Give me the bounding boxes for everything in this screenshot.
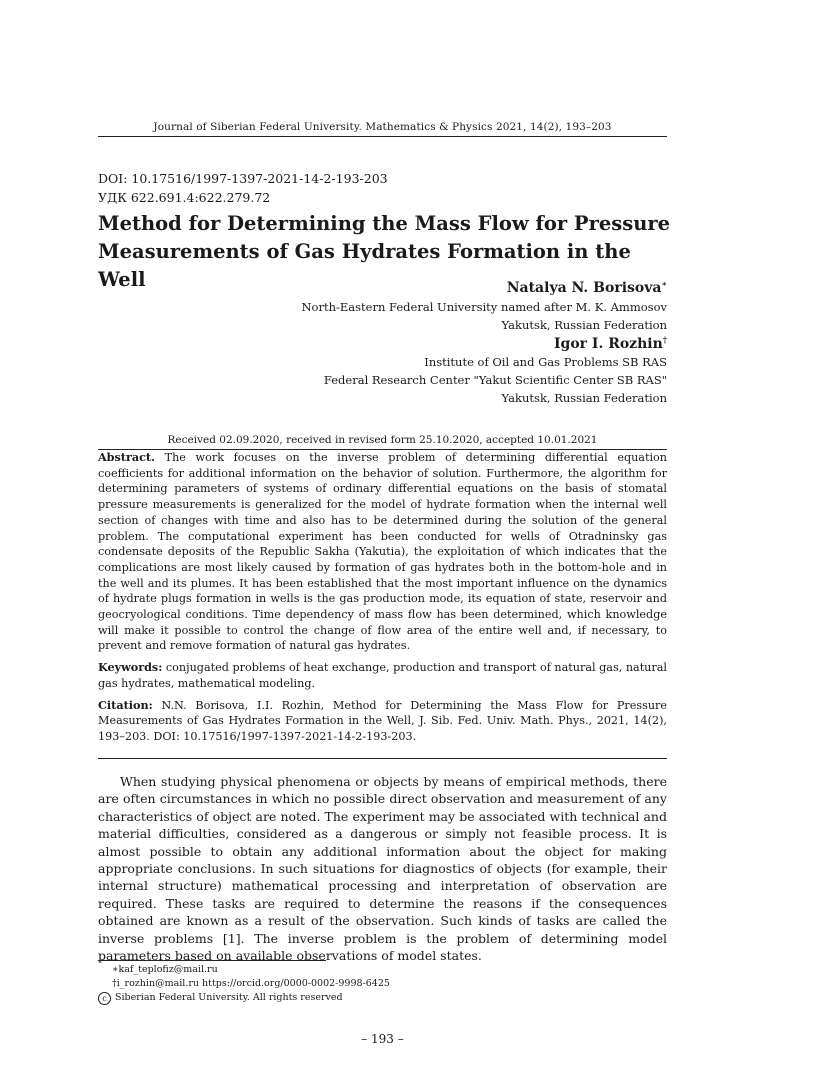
author-2-name-text: Igor I. Rozhin bbox=[553, 336, 663, 352]
udk: УДК 622.691.4:622.279.72 bbox=[98, 190, 271, 205]
author-2-mark: † bbox=[662, 334, 667, 345]
body-paragraph: When studying physical phenomena or objects by means of empirical methods, there are often circumstances in which no possible direct observation and measurement of any characteristics of object are noted. The experiment may be associated with technical and material difficulties, considered as a dangerous or simply not feasible process. It is almost possible to obtain any additional information about the object for making appropriate conclusions. In such situations for diagnostics of objects (for example, their internal structure) mathematical processing and interpretation of observation are required. These tasks are required to determine the reasons if the consequences obtained are known as a result of the observation. Such kinds of tasks are called the inverse problems [1]. The inverse problem is the problem of determining model parameters based on available observations of model states. bbox=[98, 774, 667, 964]
author-1-name bbox=[507, 280, 667, 296]
copyright-text: Siberian Federal University. All rights reserved bbox=[115, 992, 343, 1003]
abstract-text: The work focuses on the inverse problem of determining differential equation coefficients for additional information on the behavior of solution. Furthermore, the algorithm for determining parameters of systems of ordinary differential equations on the basis of stomatal pressure measurements is generalized for the model of hydrate formation when the internal well section of changes with time and also has to be determined during the solution of the general problem. The computational experiment has been conducted for wells of Otradninsky gas condensate deposits of the Republic Sakha (Yakutia), the exploitation of which indicates that the complications are most likely caused by formation of gas hydrates both in the bottom-hole and in the well and its plumes. It has been established that the most important influence on the dynamics of hydrate plugs formation in wells is the gas production mode, its equation of state, reservoir and geocryological conditions. Time dependency of mass flow has been determined, which knowledge will make it possible to control the change of flow area of the entire well and, if necessary, to prevent and remove formation of natural gas hydrates. bbox=[98, 451, 667, 653]
keywords bbox=[98, 660, 667, 691]
author-2-name bbox=[554, 336, 667, 352]
affiliation-line: Institute of Oil and Gas Problems SB RAS bbox=[424, 355, 667, 369]
affiliation-line: Yakutsk, Russian Federation bbox=[501, 318, 667, 332]
affiliation-line: Yakutsk, Russian Federation bbox=[501, 391, 667, 405]
affiliation-line: North-Eastern Federal University named after M. K. Ammosov bbox=[301, 300, 667, 314]
author-1-mark: ∗ bbox=[661, 278, 667, 289]
citation-text: N.N. Borisova, I.I. Rozhin, Method for Determining the Mass Flow for Pressure Measurements of Gas Hydrates Formation in the Well, J. Sib. Fed. Univ. Math. Phys., 2021, 14(2), 193–203. DOI: 10.17516/1997-1397-2021-14-2-193-203. bbox=[98, 698, 668, 743]
page-number: – 193 – bbox=[361, 1032, 404, 1046]
footnote-rule bbox=[98, 960, 326, 961]
affiliation-line: Federal Research Center "Yakut Scientific Center SB RAS" bbox=[323, 373, 667, 387]
header-rule bbox=[98, 136, 667, 137]
footnote-1: ∗kaf_teplofiz@mail.ru bbox=[112, 964, 218, 975]
title-line-2: Measurements of Gas Hydrates Formation in the Well bbox=[98, 240, 631, 291]
footnote-2: †i_rozhin@mail.ru https://orcid.org/0000-0002-9998-6425 bbox=[112, 978, 390, 989]
author-1-name-text: Natalya N. Borisova bbox=[506, 280, 662, 296]
author-1-affiliation bbox=[301, 298, 667, 334]
received-dates: Received 02.09.2020, received in revised form 25.10.2020, accepted 10.01.2021 bbox=[167, 434, 598, 446]
keywords-text: conjugated problems of heat exchange, production and transport of natural gas, natural gas hydrates, mathematical modeling. bbox=[98, 661, 667, 690]
author-2-affiliation bbox=[324, 353, 667, 407]
abstract-block bbox=[98, 450, 667, 751]
body-text bbox=[98, 773, 667, 964]
citation bbox=[98, 698, 667, 745]
abstract-label: Abstract. bbox=[98, 450, 155, 464]
abstract bbox=[98, 450, 667, 654]
copyright-icon: c bbox=[98, 992, 111, 1005]
title-line-1: Method for Determining the Mass Flow for Pressure bbox=[98, 212, 671, 235]
copyright-line bbox=[98, 991, 498, 1005]
doi: DOI: 10.17516/1997-1397-2021-14-2-193-203 bbox=[98, 171, 388, 186]
footnotes bbox=[98, 963, 498, 1005]
abstract-bottom-rule bbox=[98, 758, 667, 759]
running-head: Journal of Siberian Federal University. Mathematics & Physics 2021, 14(2), 193–203 bbox=[153, 121, 612, 133]
keywords-label: Keywords: bbox=[98, 660, 163, 675]
citation-label: Citation: bbox=[98, 697, 153, 712]
